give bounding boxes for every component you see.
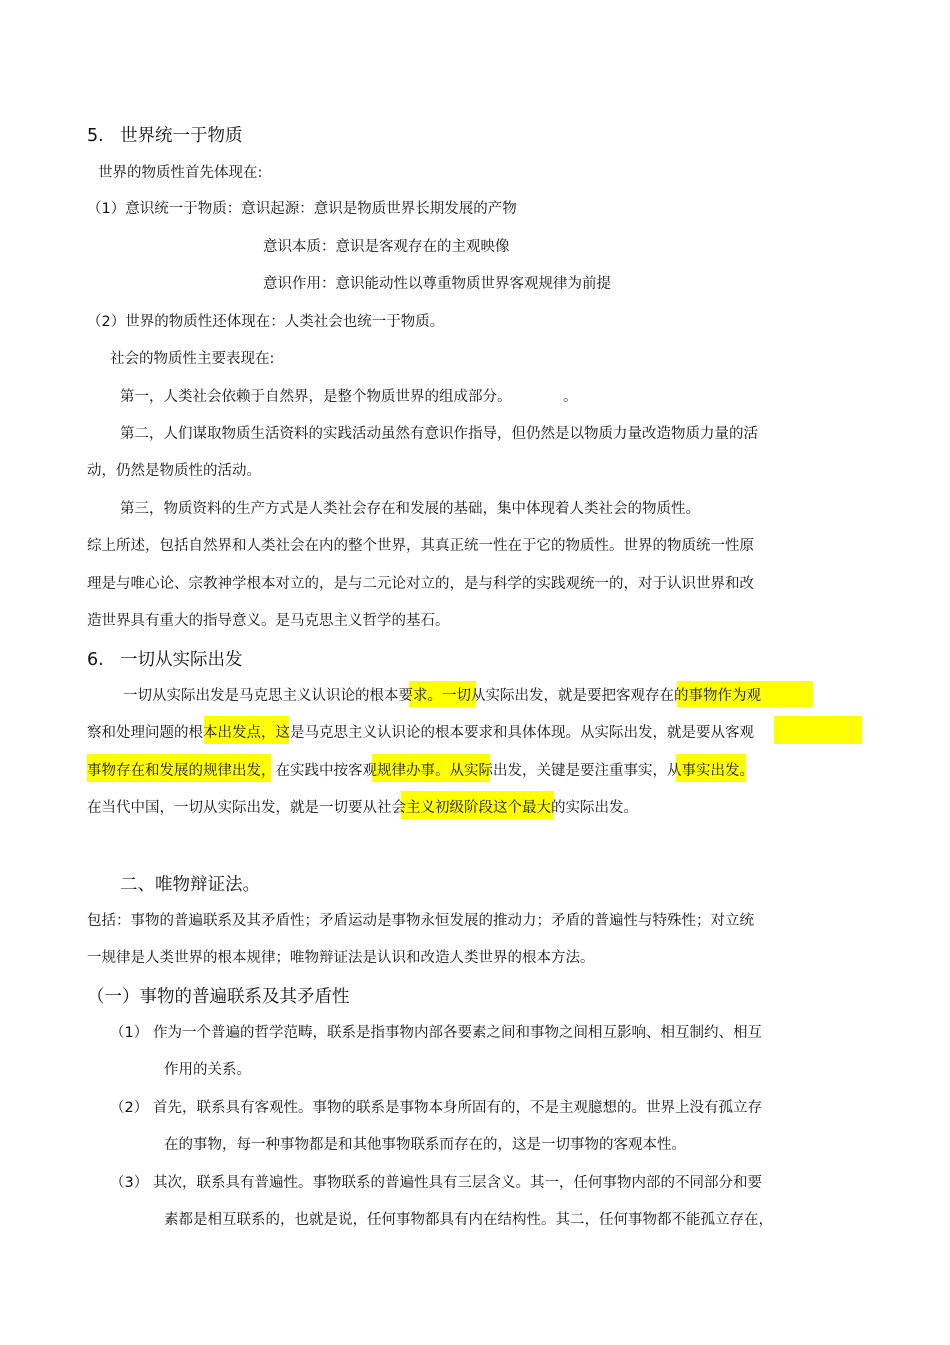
section-number: 5. [87,126,104,146]
subsection-title: （一）事物的普遍联系及其矛盾性 [87,987,350,1007]
section-title: 世界统一于物质 [120,126,243,146]
paragraph-line: （2）世界的物质性还体现在：人类社会也统一于物质。 [87,314,445,330]
paragraph-line: 世界的物质性首先体现在: [98,165,263,181]
section-number: 6. [87,650,104,670]
list-item-text: 作用的关系。 [164,1062,251,1078]
list-item-number: （3） [110,1175,149,1191]
paragraph-line: 第一，人类社会依赖于自然界，是整个物质世界的组成部分。 [120,389,512,405]
paragraph-line: 第三，物质资料的生产方式是人类社会存在和发展的基础，集中体现着人类社会的物质性。 [120,501,700,517]
list-item-number: （2） [110,1100,149,1116]
paragraph-line: 社会的物质性主要表现在: [110,351,275,367]
paragraph-line: 意识本质：意识是客观存在的主观映像 [263,239,510,255]
list-item-text: 其次，联系具有普遍性。事物联系的普遍性具有三层含义。其一，任何事物内部的不同部分和要 [153,1175,762,1191]
paragraph-line: 一规律是人类世界的根本规律；唯物辩证法是认识和改造人类世界的根本方法。 [87,950,595,966]
highlight-mark [774,716,862,744]
paragraph-line: 综上所述，包括自然界和人类社会在内的整个世界，其真正统一性在于它的物质性。世界的物质统一性原 [87,538,754,554]
paragraph-line: 造世界具有重大的指导意义。是马克思主义哲学的基石。 [87,613,450,629]
paragraph-line: 事物存在和发展的规律出发，在实践中按客观规律办事。从实际出发，关键是要注重事实，从事实出发。 [87,763,754,779]
list-item-text: 在的事物，每一种事物都是和其他事物联系而存在的，这是一切事物的客观本性。 [164,1137,686,1153]
paragraph-line: 动，仍然是物质性的活动。 [87,463,261,479]
paragraph-line: 意识作用：意识能动性以尊重物质世界客观规律为前提 [263,276,611,292]
part-title: 二、唯物辩证法。 [120,875,260,895]
list-item-text: 素都是相互联系的，也就是说，任何事物都具有内在结构性。其二，任何事物都不能孤立存在， [164,1212,773,1228]
stray-mark: 。 [563,389,578,405]
paragraph-line: 察和处理问题的根本出发点，这是马克思主义认识论的根本要求和具体体现。从实际出发，就是要从客观 [87,725,754,741]
section-title: 一切从实际出发 [120,650,243,670]
paragraph-line: 包括：事物的普遍联系及其矛盾性；矛盾运动是事物永恒发展的推动力；矛盾的普遍性与特殊性；对立统 [87,913,754,929]
paragraph-line: 理是与唯心论、宗教神学根本对立的，是与二元论对立的，是与科学的实践观统一的，对于认识世界和改 [87,576,754,592]
list-item-number: （1） [110,1025,149,1041]
list-item-text: 首先，联系具有客观性。事物的联系是事物本身所固有的，不是主观臆想的。世界上没有孤立存 [153,1100,762,1116]
paragraph-line: 在当代中国，一切从实际出发，就是一切要从社会主义初级阶段这个最大的实际出发。 [87,800,638,816]
list-item-text: 作为一个普遍的哲学范畴，联系是指事物内部各要素之间和事物之间相互影响、相互制约、相互 [153,1025,762,1041]
paragraph-line: 第二，人们谋取物质生活资料的实践活动虽然有意识作指导，但仍然是以物质力量改造物质力量的活 [120,426,758,442]
paragraph-line: （1）意识统一于物质：意识起源：意识是物质世界长期发展的产物 [87,201,517,217]
paragraph-line: 一切从实际出发是马克思主义认识论的根本要求。一切从实际出发，就是要把客观存在的事物作为观 [123,688,761,704]
